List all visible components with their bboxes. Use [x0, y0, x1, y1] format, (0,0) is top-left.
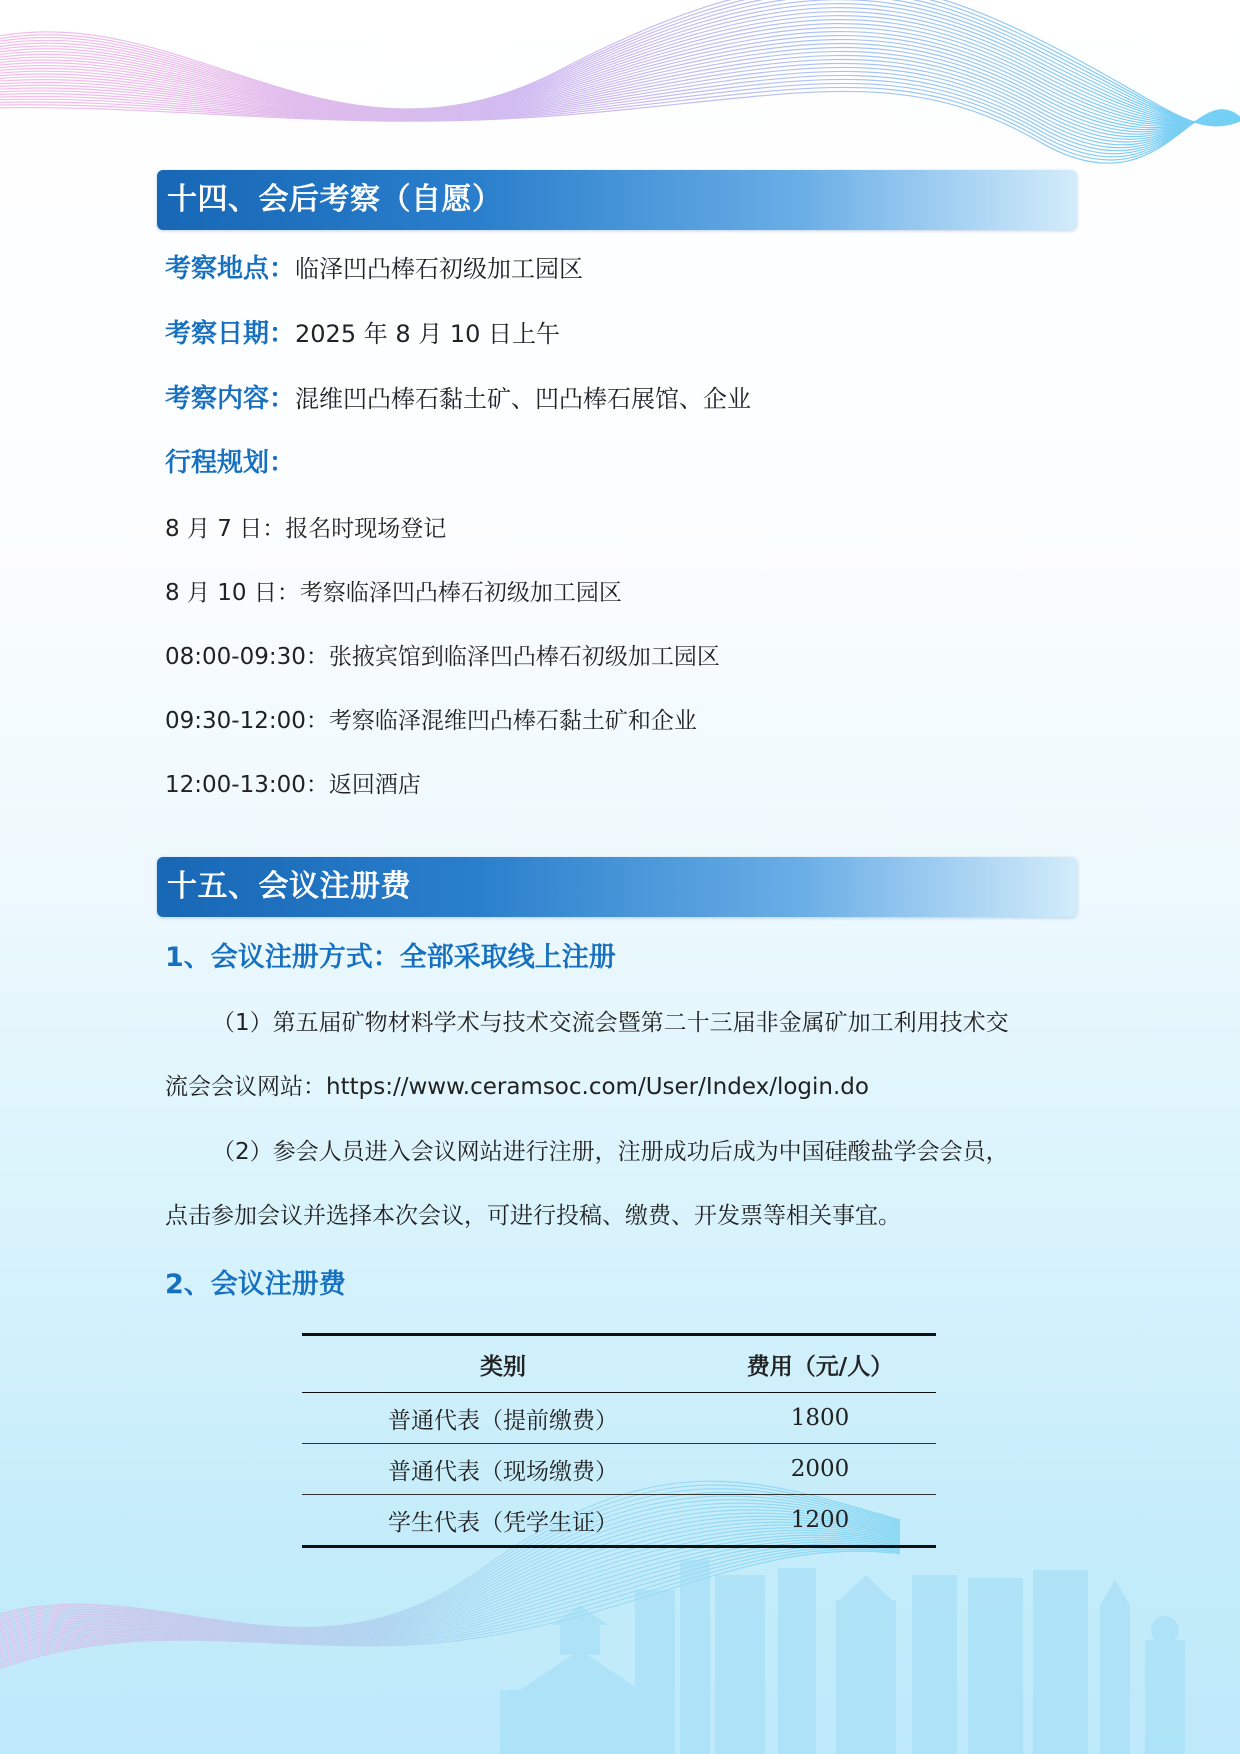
table-header-row [302, 1335, 936, 1393]
registration-method-heading: 1、会议注册方式：全部采取线上注册 [165, 942, 616, 973]
schedule-item: 12:00-13:00：返回酒店 [165, 772, 421, 798]
schedule-label: 行程规划： [165, 448, 296, 478]
paragraph-1-line-2[interactable]: 流会会议网站：https://www.ceramsoc.com/User/Index/login.do [165, 1074, 869, 1100]
date-row [165, 313, 560, 350]
location-value: 临泽凹凸棒石初级加工园区 [295, 255, 584, 283]
paragraph-1-line-1: （1）第五届矿物材料学术与技术交流会暨第二十三届非金属矿加工利用技术交 [212, 1010, 1009, 1036]
registration-fee-heading: 2、会议注册费 [165, 1269, 346, 1300]
content-label: 考察内容： [165, 384, 296, 414]
table-row [302, 1444, 936, 1495]
paragraph-2-line-2: 点击参加会议并选择本次会议，可进行投稿、缴费、开发票等相关事宜。 [165, 1203, 901, 1229]
fee-table [302, 1333, 936, 1548]
schedule-item: 8 月 7 日：报名时现场登记 [165, 516, 447, 542]
schedule-row [165, 442, 295, 479]
category-cell: 普通代表（提前缴费） [302, 1393, 704, 1444]
section-15-title: 十五、会议注册费 [157, 857, 1077, 917]
schedule-item: 09:30-12:00：考察临泽混维凹凸棒石黏土矿和企业 [165, 708, 697, 734]
column-header-category: 类别 [302, 1335, 704, 1393]
column-header-fee: 费用（元/人） [704, 1335, 936, 1393]
date-value: 2025 年 8 月 10 日上午 [295, 320, 561, 348]
category-cell: 普通代表（现场缴费） [302, 1444, 704, 1495]
category-cell: 学生代表（凭学生证） [302, 1495, 704, 1547]
paragraph-2-line-1: （2）参会人员进入会议网站进行注册，注册成功后成为中国硅酸盐学会会员， [212, 1139, 1009, 1165]
content-value: 混维凹凸棒石黏土矿、凹凸棒石展馆、企业 [295, 385, 752, 413]
location-label: 考察地点： [165, 254, 296, 284]
section-14-title: 十四、会后考察（自愿） [157, 170, 1077, 230]
date-label: 考察日期： [165, 319, 296, 349]
location-row [165, 248, 583, 285]
fee-cell: 1800 [704, 1393, 936, 1444]
schedule-item: 8 月 10 日：考察临泽凹凸棒石初级加工园区 [165, 580, 622, 606]
fee-cell: 1200 [704, 1495, 936, 1547]
schedule-item: 08:00-09:30：张掖宾馆到临泽凹凸棒石初级加工园区 [165, 644, 720, 670]
table-row [302, 1495, 936, 1547]
fee-cell: 2000 [704, 1444, 936, 1495]
content-row [165, 378, 751, 415]
table-row [302, 1393, 936, 1444]
